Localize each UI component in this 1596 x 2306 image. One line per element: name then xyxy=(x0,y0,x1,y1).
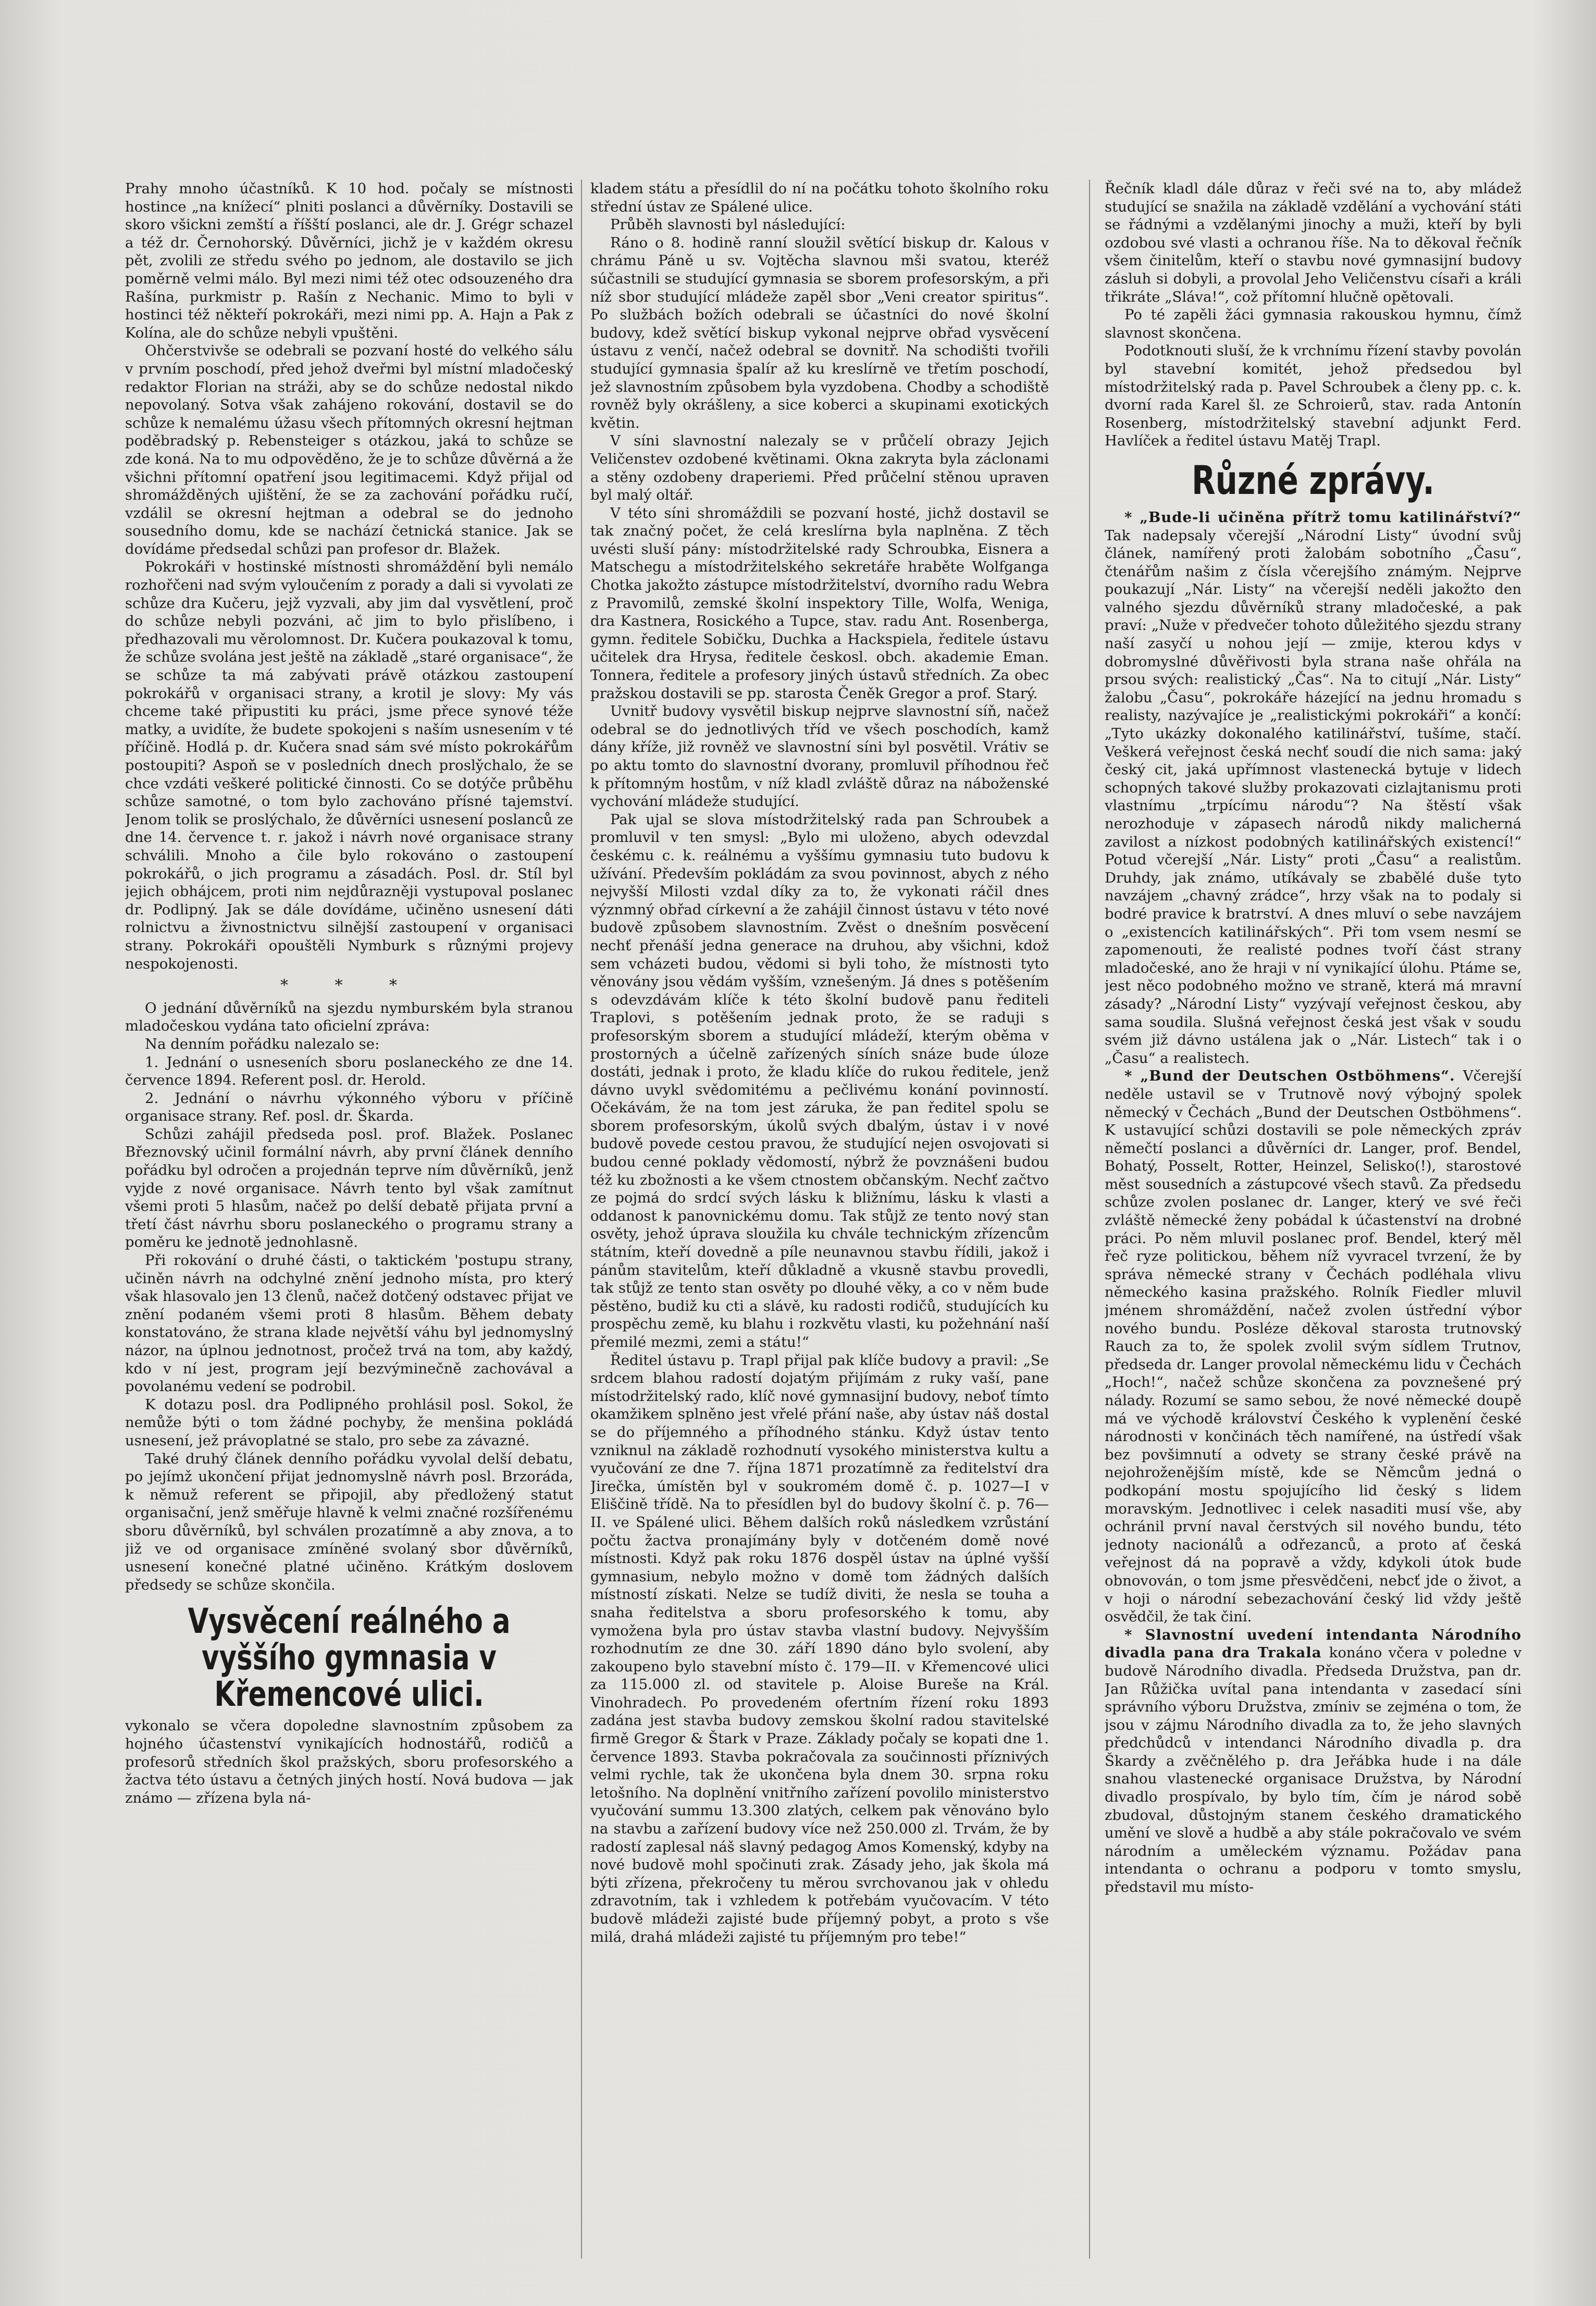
report-paragraph: 2. Jednání o návrhu výkonného výboru v příčině organisace strany. Ref. posl. dr. Škarda. xyxy=(125,1089,573,1125)
column-divider xyxy=(1089,180,1090,2259)
column-3 xyxy=(1105,180,1521,2264)
news-item xyxy=(1105,1067,1521,1626)
article-paragraph: Ráno o 8. hodině ranní sloužil světící biskup dr. Kalous v chrámu Páně u sv. Vojtěcha slavnou mši svatou, kteréž súčastnili se studující gymnasia se sborem profesorským, a při níž sbor studující mládeže zapěl sbor „Veni creator spiritus“. Po službách božích odebrali se účastníci do nové školní budovy, kdež světící biskup vykonal nejprve obřad vysvěcení ústavu z venčí, načež odebral se dovnitř. Na schodišti tvořili studující gymnasia špalír až ku kreslírně ve třetím poschodí, jež slavnostním způsobem byla vyzdobena. Chodby a schodiště rovněž byly okrášleny, a sice koberci a skupinami exotických květin. xyxy=(590,234,1049,431)
article-paragraph: Pak ujal se slova místodržitelský rada pan Schroubek a promluvil v ten smysl: „Bylo mi uloženo, abych odevzdal českému c. k. reálnému a vyššímu gymnasiu tuto budovu k užívání. Především pokládám za svou povinnost, abych z ného nejvyšší Milosti vzdal díky za to, že vykonati ráčil dnes význmný obřad církevní a že zahájil činnost ústavu v této nové budově způsobem slavnostním. Zvěst o dnešním posvěcení nechť přenáší jedna generace na druhou, aby všichni, kdož sem vcházeti budou, vědomi si byli toho, že místnosti tyto věnovány jsou vědám vyšším, vznešeným. Já dnes s potěšením s odevzdávám klíče k této školní budově panu řediteli Traplovi, s potěšením jednak proto, že se raduji s profesorským sborem a studující mládeží, kterým oběma v prostorných a účelně zařízených síních snáze bude úloze dostáti, jednak i proto, že kladu klíče do rukou ředitele, jenž dávno uvykl svědomitému a pečlivému konání povinností. Očekávám, že na tom jest záruka, že pan ředitel spolu se sborem profesorským, úkolů svých dbalým, ústav i v nové budově povede cestou pravou, že studující nejen osvojovati si budou cenné poklady vědomostí, nýbrž že povznášeni budou též ku zbožnosti a ke všem ctnostem občanským. Nechť začtvo ze pojmá do srdcí svých lásku k bližnímu, lásku k vlasti a oddanost k panovnickému domu. Tak stůjž ze tento nový stan osvěty, jehož úprava sloužila ku chvále technickým zřízencům státním, kteří dovedně a píle neunavnou stavbu řídili, jakož i pánům stavitelům, kteří důkladně a vkusně stavbu provedli, tak stůjž ze tento stan osvěty po dlouhé věky, a co v něm bude pěstěno, budiž ku cti a slávě, ku radosti rodičů, studujících ku prospěchu země, ku blahu i rozkvětu vlasti, ku požehnání naší přemilé mezmi, zemi a státu!“ xyxy=(590,811,1049,1350)
article-paragraph: Ředitel ústavu p. Trapl přijal pak klíče budovy a pravil: „Se srdcem blahou radostí dojatým přijímám z ruky vaší, pane místodržitelský rado, klíč nové gymnasijní budovy, neboť tímto okamžikem splněno jest vřelé přání naše, aby ústav náš dostal se do příjemného a příhodného stánku. Když ústav tento vzniknul na základě rozhodnutí vysokého ministerstva kultu a vyučování ze dne 7. října 1871 prozatímně za ředitelství dra Jirečka, úmístěn byl v soukromém domě č. p. 1027—I v Eliščině třídě. Na to přesídlen byl do budovy školní č. p. 76—II. ve Spálené ulici. Během dalších roků následkem vzrůstání počtu žactva pronajímány byly v dotčeném domě nové místnosti. Když pak roku 1876 dospěl ústav na úplné vyšší gymnasium, nebylo možno v domě tom žádných dalších místností získati. Nelze se tudíž diviti, že nesla se touha a snaha ředitelstva a sboru profesorského k tomu, aby vymožena byla pro ústav stavba vlastní budovy. Nejvyšším rozhodnutím ze dne 30. září 1890 dáno bylo svolení, aby zakoupeno bylo stavební místo č. 179—II. v Křemencové ulici za 115.000 zl. od stavitele p. Aloise Bureše na Král. Vinohradech. Po provedeném ofertním řízení roku 1893 zadána jest stavba budovy zemskou školní radou stavitelské firmě Gregor & Štark v Praze. Základy počaly se kopati dne 1. července 1893. Stavba pokračovala za součinnosti příznivých velmi rychle, tak že ukončena byla dnem 30. srpna roku letošního. Na doplnění vnitřního zařízení povolilo ministerstvo vyučování summu 13.300 zlatých, celkem pak věnováno bylo na stavbu a zařízení budovy více než 250.000 zl. Trvám, že by radostí zaplesal náš slavný pedagog Amos Komenský, kdyby na nové budově mohl spočinuti zrak. Zásady jeho, jak škola má býti zřízena, překročeny tu měrou svrchovanou jak v ohledu zdravotním, tak i vzhledem k potřebám vyučovacím. V této budově mládeži zajisté bude příjemný pobyt, a proto s vše milá, drahá mládeži zajisté tu příjemným pro tebe!“ xyxy=(590,1352,1049,1945)
article-paragraph: Prahy mnoho účastníků. K 10 hod. počaly se místnosti hostince „na knížecí“ plniti poslanci a důvěrníky. Dostavili se skoro všickni zemští a říšští poslanci, ale dr. J. Grégr schazel a též dr. Černohorský. Důvěrníci, jichž je v každém okresu pět, zvolili ze středu svého po jednom, ale dostavilo se jich poměrně velmi málo. Byl mezi nimi též otec odsouzeného dra Rašína, purkmistr p. Rašín z Nechanic. Mimo to byli v hostinci též někteří pokrokáři, mezi nimi pp. A. Hajn a Pak z Kolína, ale do schůze nebyli vpuštěni. xyxy=(125,180,573,341)
article-paragraph: Po té zapěli žáci gymnasia rakouskou hymnu, čímž slavnost skončena. xyxy=(1105,306,1521,341)
column-2 xyxy=(590,180,1049,2264)
report-paragraph: Schůzi zahájil předseda posl. prof. Blažek. Poslanec Březnovský učinil formální návrh, aby první článek denního pořádku byl odročen a projednán teprve ním důvěrníků, jenž vyjde z nové organisace. Návrh tento byl však zamítnut všemi proti 5 hlasům, načež po delší debatě přijata první a třetí část návrhu sboru poslaneckého o programu strany a poměru ke jednotě jednohlasně. xyxy=(125,1125,573,1251)
news-item-text: konáno včera v poledne v budově Národního divadla. Předseda Družstva, pan dr. Jan Růžička uvítal pana intendanta v zasedací síni správního výboru Družstva, zmíniv se zejména o tom, že jsou v zájmu Národního divadla za to, že jeho slavných předchůdců v intendanci Národního divadla p. dra Škardy a zvěčnělého p. dra Jeřábka hude i na dále snahou vlastenecké organisace Družstva, by Národní divadlo prospívalo, by bylo tím, čím je národ sobě zbudoval, důstojným stanem českého dramatického umění ve slově a hudbě a aby stále pokračovalo ve svém národním a uměleckém významu. Požádav pana intendanta o ochranu a podporu v tomto smyslu, představil mu místo- xyxy=(1105,1644,1521,1896)
article-paragraph: V síni slavnostní nalezaly se v průčelí obrazy Jejich Veličenstev ozdobené květinami. Okna zakryta byla záclonami a stěny ozdobeny draperiemi. Před průčelní stěnou upraven byl malý oltář. xyxy=(590,432,1049,504)
column-divider xyxy=(581,180,582,2259)
article-paragraph: Řečník kladl dále důraz v řeči své na to, aby mládež studující se snažila na základě vzdělání a vychování státi se řádnými a vzdělanými jinochy a muži, kteří by byli ozdobou své vlasti a ochranou říše. Na to děkoval řečník všem činitelům, kteří o stavbu nové gymnasijní budovy zásluh si dobyli, a provolal Jeho Veličenstvu císaři a králi třikráte „Sláva!“, což přítomní hlučně opětovali. xyxy=(1105,180,1521,305)
news-item xyxy=(1105,1626,1521,1896)
news-item-text: Tak nadepsaly včerejší „Národní Listy“ úvodní svůj článek, namířený proti žalobám sobotního „Času“, čtenářům našim z čísla včerejšího známým. Nejprve poukazují „Nár. Listy“ na včerejší neděli jakožto den valného sjezdu důvěrníků strany mladočeské, a pak praví: „Nuže v předvečer tohoto důležitého sjezdu strany naší zasyčí u nohou její — zmije, kterou kdys v dobromyslné důvěřivosti byla strana naše ohřála na prsou svých: realistický „Čas“. Na to citují „Nár. Listy“ žalobu „Času“, pokrokáře házející na jednu hromadu s realisty, nazývajíce je „realistickými pokrokáři“ a končí: „Tyto ukázky dokonalého katilinářství, tušíme, stačí. Veškerá veřejnost česká nechť soudí die nich sama: jaký český cit, jaká upřímnost vlastenecká bytuje v lidech schopných takové služby prokazovati cizlajtanismu proti vlastnímu „trpícímu národu“? Na štěstí však nerozhoduje v zápasech národů nikdy malicherná zavilost a nízkost podobných katilinářských existencí!“ Potud včerejší „Nár. Listy“ proti „Času“ a realistům. Druhdy, jak známo, utíkávaly se zbabělé duše tyto navzájem „chavný zrádce“, hrzy však na to podaly si bodré pravice k bratrství. A dnes mluví o sebe navzájem o „existencích katilinářských“. Při tom vsem nesmí se zapomenouti, že realisté podnes tvoří část strany mladočeské, ano že hraji v ní vynikající úlohu. Ptáme se, jest něco podobného možno ve straně, která má mravní zásady? „Národní Listy“ vyzývají veřejnost českou, aby sama soudila. Slušná veřejnost česká jest však v soudu svém již dávno ustálena jak o „Nár. Listech“ tak i o „Času“ a realistech. xyxy=(1105,527,1521,1067)
news-item-text: Včerejší neděle ustavil se v Trutnově nový výbojný spolek německý v Čechách „Bund der Deutschen Ostböhmens“. K ustavující schůzi dostavili se pole německých zpráv němečtí poslanci a důvěrníci dr. Langer, prof. Bendel, Bohatý, Posselt, Rotter, Heinzel, Selisko(!), starostové měst sousedních a zástupcové všech stavů. Za předsedu schůze zvolen poslanec dr. Langer, který ve své řeči zvláště německé ženy pobádal k účastenství na drobné práci. Po něm mluvil poslanec prof. Bendel, který měl řeč ryze politickou, během níž vyvracel tvrzení, že by správa německé strany v Čechách podléhala vlivu německého kasina pražského. Rolník Fiedler mluvil jménem shromáždění, načež zvolen ústřední výbor nového bundu. Posléze děkoval starosta trutnovský Rauch za to, že spolek zvolil svým sídlem Trutnov, předseda dr. Langer provolal německému lidu v Čechách „Hoch!“, načež schůze skončena za povznešené prý nálady. Rozumí se samo sebou, že nové německé doupě má ve východě království Českého k vyplenění české národnosti v končinách těch namířené, na ústředí však bez povšimnutí a odvety se strany české právě na nejohroženějším místě, kde se Němcům jedná o podkopání mostu spojujícího lid český s lidem moravským. Jednotlivec i celek nasaditi musí vše, aby ochránil první naval čerstvých sil nového bundu, této jednoty nacionálů a odřezanců, a proto ať česká veřejnost dá na popravě a vždy, kdykoli útok bude obnovován, o tom jsme přesvědčeni, nebcť jde o život, a v hoji o národní sebezachování český lid vždy ještě osvědčil, že tak činí. xyxy=(1105,1068,1521,1626)
report-paragraph: Při rokování o druhé části, o taktickém 'postupu strany, učiněn návrh na odchylné znění jednoho místa, pro který však hlasovalo jen 13 členů, načež dotčený odstavec přijat ve znění podaném všemi proti 8 hlasům. Během debaty konstatováno, že strana klade největší váhu byl jednomyslný názor, na úplnou jednotnost, pročež trvá na tom, aby každý, kdo v ní jest, program její bezvýminečně zachovával a povolanému vedení se podrobil. xyxy=(125,1252,573,1395)
article-paragraph: Ohčerstvivše se odebrali se pozvaní hosté do velkého sálu v prvním poschodí, před jehož dveřmi byl místní mladočeský redaktor Florian na stráži, aby se do schůze nedostal nikdo nepovolaný. Sotva však zahájeno rokování, dostavil se do schůze k nemalému úžasu všech přítomných okresní hejtman poděbradský p. Rebensteiger s otázkou, jaká to schůze se zde koná. Na to mu odpověděno, že je to schůze důvěrná a že všichni přítomní opatření jsou legitimacemi. Když přijal od shromážděných ujištění, že se za zachování pořádku ručí, vzdálil se okresní hejtman a odebral se do jednoho sousedního domu, kde se nachází četnická stanice. Jak se dovídáme předsedal schůzi pan profesor dr. Blažek. xyxy=(125,342,573,557)
article-paragraph: Uvnitř budovy vysvětil biskup nejprve slavnostní síň, načež odebral se do jednotlivých tříd ve všech poschodích, kamž dány kříže, již rovněž ve slavnostní síni byl posvětil. Vrátiv se po aktu tomto do slavnostní dvorany, promluvil příhodnou řeč k přítomným hostům, v níž kladl zvláště důraz na náboženské vychování mládeže studující. xyxy=(590,703,1049,810)
article-paragraph: V této síni shromáždili se pozvaní hosté, jichž dostavil se tak značný počet, že celá kreslírna byla naplněna. Z těch uvésti sluší pány: místodržitelské rady Schroubka, Eisnera a Matschegu a místodržitelského sekretáře hraběte Wolfganga Chotka jakožto zástupce místodržitelství, dvorního radu Webra z Pravomilů, zemské školní inspektory Tille, Wolfa, Weniga, dra Kastnera, Rosického a Tupce, stav. radu Ant. Rosenberga, gymn. ředitele Sobičku, Duchka a Hackspiela, ředitele ústavu učitelek dra Hrysa, ředitele českosl. obch. akademie Eman. Tonnera, ředitele a profesory jiných ústavů středních. Za obec pražskou dostavili se pp. starosta Čeněk Gregor a prof. Starý. xyxy=(590,504,1049,702)
report-paragraph: Na denním pořádku nalezalo se: xyxy=(145,1035,380,1052)
report-paragraph: K dotazu posl. dra Podlipného prohlásil posl. Sokol, že nemůže býti o tom žádné pochyby, že menšina pokládá usnesení, jež právoplatné se stalo, pro sebe za závazné. xyxy=(125,1396,573,1449)
report-paragraph: Také druhý článek denního pořádku vyvolal delší debatu, po jejímž ukončení přijat jednomyslně návrh posl. Brzoráda, k němuž referent se připojil, aby předložený statut organisační, jenž směřuje hlavně k velmi značné rozšířenému sboru důvěrníků, byl schválen prozatímně a aby znova, a to již ve od organisace zmíněné svolaný sbor důvěrníků, usnesení konečné platné učiněno. Krátkým doslovem předsedy se schůze skončila. xyxy=(125,1450,573,1593)
report-paragraph: 1. Jednání o usneseních sboru poslaneckého ze dne 14. července 1894. Referent posl. dr. Herold. xyxy=(125,1053,573,1089)
news-item xyxy=(1105,509,1521,1067)
article-paragraph: Podotknouti sluší, že k vrchnímu řízení stavby povolán byl stavební komitét, jehož předsedou byl místodržitelský rada p. Pavel Schroubek a členy pp. c. k. dvorní rada Karel šl. ze Schroierů, stav. rada Antonín Rosenberg, místodržitelský stavební adjunkt Ferd. Havlíček a ředitel ústavu Matěj Trapl. xyxy=(1105,342,1521,450)
article-paragraph: Průběh slavnosti byl následující: xyxy=(610,216,846,233)
section-separator: * * * xyxy=(280,976,418,995)
article-paragraph: vykonalo se včera dopoledne slavnostním způsobem za hojného účastenství vynikajících hodnostářů, rodičů a profesorů středních škol pražských, sboru profesorského a žactva této ústavu a četných jiných hostí. Nová budova — jak známo — zřízena byla ná- xyxy=(125,1717,573,1806)
section-title: Různé zprávy. xyxy=(1192,456,1434,503)
article-headline: Vysvěcení reálného a vyššího gymnasia v Křemencové ulici. xyxy=(188,1601,511,1715)
report-paragraph: O jednání důvěrníků na sjezdu nymburském byla stranou mladočeskou vydána tato oficielní zpráva: xyxy=(125,999,573,1035)
article-paragraph: Pokrokáři v hostinské místnosti shromáždění byli nemálo rozhořčeni nad svým vyloučením z porady a dali si vyvolati ze schůze dra Kučeru, jejž vyzvali, aby jim dal vysvětlení, proč do schůze nebyli pozváni, ač jim to bylo přislíbeno, i předhazovali mu věrolomnost. Dr. Kučera poukazoval k tomu, že schůze svolána jest ještě na základě „staré organisace“, že se schůze ta má zabývati právě otázkou zastoupení pokrokářů v organisaci strany, a krotil je slovy: My vás chceme také připustiti ku práci, jsme přece synové téže matky, a uvidíte, že budete spokojeni s naším usnesením v té příčině. Hodlá p. dr. Kučera snad sám své místo pokrokářům postoupiti? Aspoň se v posledních dnech prosly̌chalo, že se chce vzdáti veškeré politické činnosti. Co se dotýče průběhu schůze samotné, o tom bylo zachováno přísné tajemství. Jenom tolik se proslýchalo, že důvěrníci usnesení poslanců ze dne 14. července t. r. jakož i návrh nové organisace strany schválili. Mnoho a čile bylo rokováno o zastoupení pokrokářů, o jich programu a zásadách. Posl. dr. Stíl byl jejich obhájcem, proti nim nejdůrazněji vystupoval poslanec dr. Podlipný. Jak se dále dovídáme, učiněno usnesení dáti rolnictvu a živnostnictvu silnější zastoupení v organisaci strany. Pokrokáři opouštěli Nymburk s různými projevy nespokojenosti. xyxy=(125,559,573,972)
column-1 xyxy=(125,180,573,2264)
news-item-lead: * „Bude-li učiněna přítrž tomu katilinářství?“ xyxy=(1124,509,1521,526)
news-item-lead: * Slavnostní uvedení intendanta Národního divadla pana dra Trakala xyxy=(1105,1626,1521,1662)
article-paragraph: kladem státu a přesídlil do ní na počátku tohoto školního roku střední ústav ze Spálené ulice. xyxy=(590,180,1049,215)
news-item-lead: * „Bund der Deutschen Ostböhmens“. xyxy=(1124,1068,1463,1085)
